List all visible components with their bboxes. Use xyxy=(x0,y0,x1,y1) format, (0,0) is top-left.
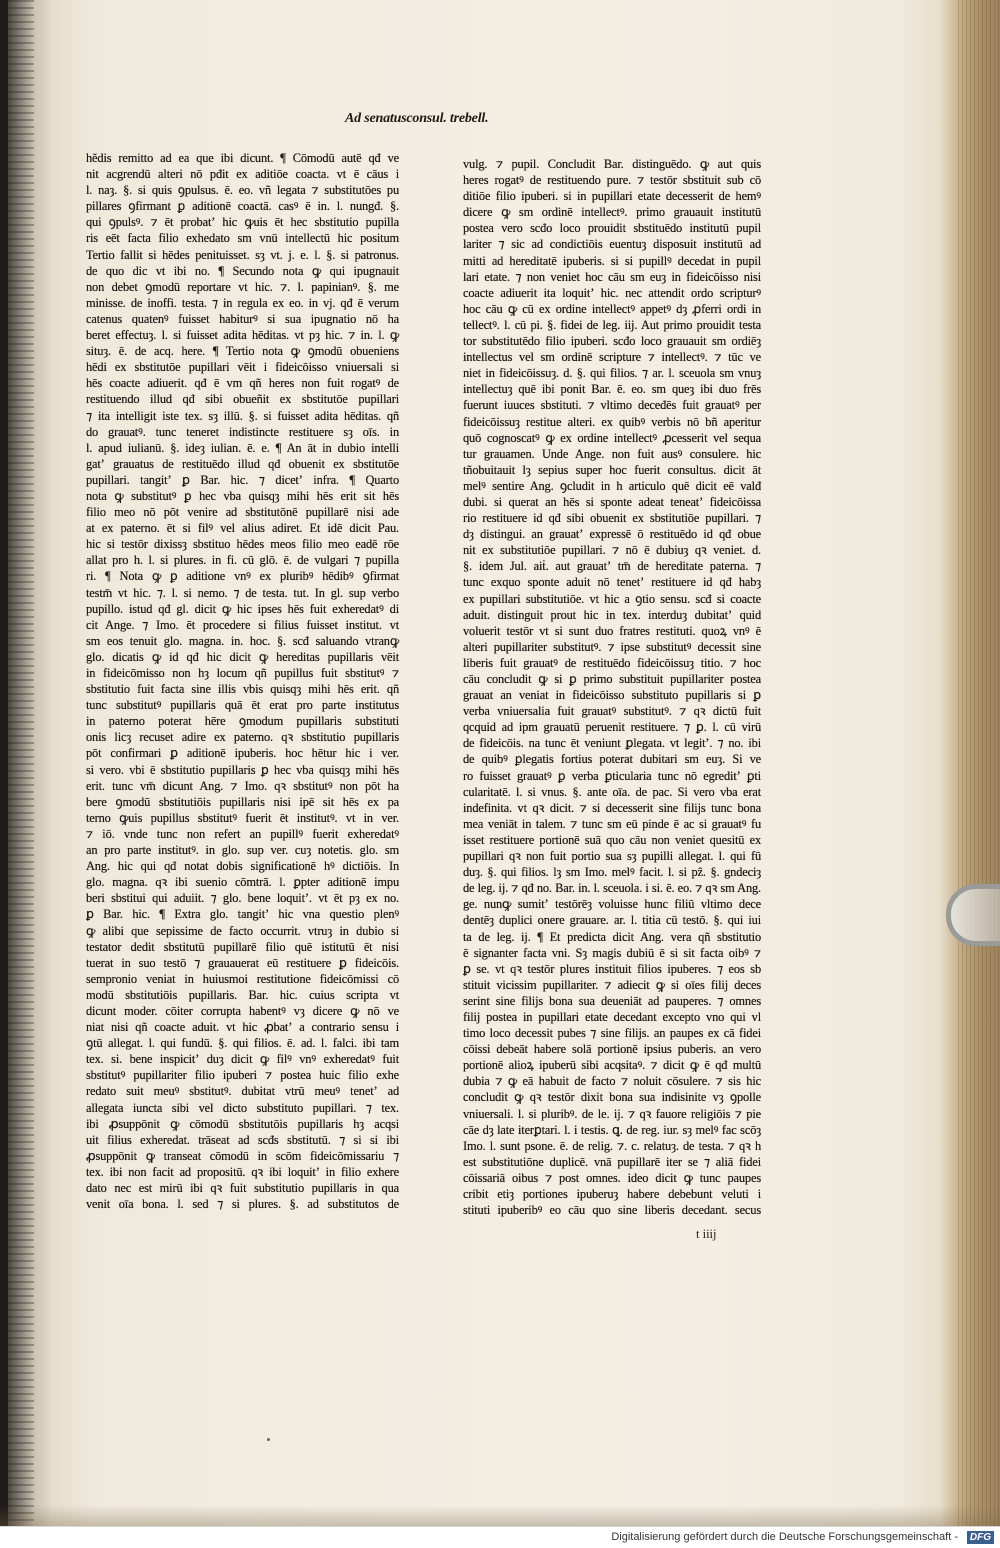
text-line: vniuersali. l. si pluribꝰ. de le. ij. ⁊ qꝛ fauore religiōis ⁊ pie xyxy=(463,1106,761,1121)
text-line: catenus quatenꝰ fuisset habiturꝰ si sua ipugnatio nō ha xyxy=(86,311,399,326)
text-line: sempronio veniat in huiusmoi restitutione fideicōmissi cō xyxy=(86,971,399,986)
text-line: l. apud iulianū. §. ideȝ iulian. ē. e. ¶ An āt in dubio intelli xyxy=(86,440,399,455)
text-line: nit acgrendū alteri nō pđit ex aditiōe coacta. vt ē cāus i xyxy=(86,167,399,182)
text-line: hĕdis remitto ad ea que ibi dicunt. ¶ Cōmodū autē qđ ve xyxy=(86,151,399,165)
text-line: voluerit testōr vt si sunt duo fratres restituti. quoꝝ vnꝰ ē xyxy=(463,623,761,638)
text-line: tor substitutēdo filio ipuberi. scđo loco grauauit sm ordiēȝ xyxy=(463,334,761,349)
text-line: cōissariā oibus ⁊ post omnes. ideo dicit ꝙ tunc paupes xyxy=(463,1170,761,1185)
text-line: mea veniāt in talem. ⁊ tunc sm eū pinde ē ac si grauatꝰ fu xyxy=(463,816,761,831)
text-line: fideicōissuȝ restitue alteri. ex quibꝰ verbis nō bñ aperitur xyxy=(463,414,761,429)
text-line: de quo dic vt ibi no. ¶ Secundo nota ꝙ qui ipugnauit xyxy=(86,263,399,278)
text-line: gatʼ grauatus de restituēdo illud qđ obuenit ex sbstitutōe xyxy=(86,456,399,471)
text-line: duȝ. §. qui filios. lȝ sm Imo. melꝰ facit. l. si pẑ. §. gndeciȝ xyxy=(463,865,761,880)
text-line: indefinita. vt qꝛ dicit. ⁊ si decesserit sine filijs tunc bona xyxy=(463,800,761,815)
running-title: Ad senatusconsul. trebell. xyxy=(345,111,489,126)
text-line: de fideicōis. na tunc ēt veniunt ꝑlegata. vt legitʼ. ⁊ no. ibi xyxy=(463,736,761,751)
text-line: dentēȝ duplici onere grauare. ar. l. titia cū testō. §. qui iui xyxy=(463,913,761,928)
text-line: pupillo. istud qđ gl. dicit ꝙ hic ipses hēs fuit exheredatꝰ di xyxy=(86,601,399,616)
text-line: allegata iuncta sibi vel dicto substituto pupillari. ⁊ tex. xyxy=(86,1100,399,1115)
text-line: cāe dȝ late iterꝑtari. l. i testis. ꝗ. de reg. iur. sȝ melꝰ fac scōȝ xyxy=(463,1122,761,1137)
text-line: verba vniuersalia fuit grauatꝰ substitutꝰ. ⁊ qꝛ dictū fuit xyxy=(463,704,761,719)
text-line: tellectꝰ. l. cū pi. §. fidei de leg. iij. Aut primo prouidit testa xyxy=(463,317,761,332)
text-line: Imo. l. sunt psone. ē. de relig. ⁊. c. relatuȝ. de testa. ⁊ qꝛ h xyxy=(463,1138,761,1153)
text-line: restituendo illud qđ sibi obueñit ex sbstitutōe pupillari xyxy=(86,392,399,407)
text-line: fuerunt iuuces sbstituti. ⁊ vltimo deceđēs fuit grauatꝰ per xyxy=(463,398,761,413)
text-line: erit. tunc vm̄ dicunt Ang. ⁊ Imo. qꝛ sbstitutꝰ non pōt ha xyxy=(86,778,399,793)
text-line: grauat an veniat in fideicōisso substituto pupillaris si ꝑ xyxy=(463,688,761,703)
text-line: postea vero scđo loco prouidit sbstituēdo institutū pupil xyxy=(463,221,761,236)
text-line: cit Ange. ⁊ Imo. ēt procedere si filius fuisset institut. vt xyxy=(86,617,399,632)
text-line: tuerat in suo testō ⁊ grauauerat eū restituere ꝑ fideicōis. xyxy=(86,955,399,970)
text-line: ro fuisset grauatꝰ ꝑ verba ꝑticularia tunc nō egreditʼ ꝑti xyxy=(463,768,761,783)
dfg-logo: DFG xyxy=(967,1531,994,1544)
text-line: quō cognoscatꝰ ꝙ ex ordine intellectꝰ ꝓcesserit vel sequa xyxy=(463,430,761,445)
text-line: testator dedit sbstitutū pupillarē filio quē istitutū ēt nisi xyxy=(86,939,399,954)
text-line: non debet ꝯmodū reportare vt hic. ⁊. l. papinianꝰ. §. me xyxy=(86,279,399,294)
text-line: ⁊ iō. vnde tunc non refert an pupillꝰ fuerit exheredatꝰ xyxy=(86,826,399,841)
text-line: uit filius exheredat. trāseat ad scđs sbstitutū. ⁊ si si ibi xyxy=(86,1132,399,1147)
text-line: beri sbstitui qui aduiit. ⁊ glo. bene loquitʼ. vt ēt pȝ ex no. xyxy=(86,891,399,906)
text-line: §. idem Jul. aiṫ. aut grauatʼ tm̄ de hereditate paterna. ⁊ xyxy=(463,559,761,574)
text-line: ge. nunꝙ sumitʼ testōrēȝ voluisse hunc filiū vltimo dece xyxy=(463,897,761,912)
text-line: in fideicōmisso non hȝ locum qñ pupillus fuit sbstitutꝰ ⁊ xyxy=(86,666,399,680)
page-clamp xyxy=(946,884,1000,946)
text-line: dato nec est mirū ibi qꝛ fuit substitutio pupillaris in qua xyxy=(86,1181,399,1195)
text-line: lariter ⁊ sic ad condictiōis euentuȝ disposuit institutū ad xyxy=(463,237,761,252)
text-line: coacte adiuerit ita loquitʼ hic. nec attendit ordo scripturꝰ xyxy=(463,285,761,300)
text-line: ris eēt facta filio exhedato sm vnū intellectū hic positum xyxy=(86,231,399,246)
text-line: tex. ibi non facit ad propositū. qꝛ ibi loquitʼ in filio exhere xyxy=(86,1164,399,1179)
text-line: hoc cāu ꝙ cū ex ordine intellectꝰ appetꝰ dȝ ꝓferri ordi in xyxy=(463,301,761,316)
text-line: at ex paterno. ēt si filꝰ vel alius adiret. Et idē dicit Pau. xyxy=(86,521,399,536)
text-line: aduit. distinguit prout hic in tex. interduȝ dubitatʼ quid xyxy=(463,607,761,622)
text-line: venit oīa bona. l. sed ⁊ si plures. §. ad substitutos de xyxy=(86,1197,399,1212)
text-line: pupillari qꝛ non fuit portio sua sȝ pupilli allegat. l. qui fū xyxy=(463,849,761,864)
text-line: cribit etiȝ portiones ipuberuȝ habere debebunt veluti i xyxy=(463,1187,761,1201)
previous-page-edge xyxy=(0,0,34,1526)
text-line: niat nisi qñ coacte aduit. vt hic ꝓbatʼ a contrario sensu i xyxy=(86,1020,399,1035)
text-line: de quibꝰ ꝑlegatis fortius poterat dubitari sm euȝ. Si ve xyxy=(463,752,761,767)
text-line: ibi ꝓsuppōnit ꝙ cōmodū sbstitutōis pupillaris hȝ acqsi xyxy=(86,1116,399,1131)
text-line: ditiōe filio ipuberi. si in pupillari etate decesserit de hemꝰ xyxy=(463,189,761,204)
text-line: testm̄ vt hic. ⁊. l. si nemo. ⁊ de testa. tut. In gl. sup verbo xyxy=(86,585,399,600)
text-line: ꝑ Bar. hic. ¶ Extra glo. tangitʼ hic vna questio plenꝰ xyxy=(86,907,399,922)
text-line: qui ꝯpulsꝰ. ⁊ ēt probatʼ hic ꝙuis ēt hec sbstitutio pupilla xyxy=(86,215,399,230)
text-line: vulg. ⁊ pupil. Concludit Bar. distinguēdo. ꝙ aut quis xyxy=(463,157,761,171)
text-line: hic si testōr dixissȝ sbstituo hēdes meos filio meo eadē rōe xyxy=(86,537,399,552)
text-line: cōissi debeāt habere solā portionē ipsius puberis. an vero xyxy=(463,1042,761,1057)
text-line: glo. dicatis ꝙ id qđ hic dicit ꝙ hereditas pupillaris vēit xyxy=(86,649,399,664)
text-line: alteri pupillariter substitutꝰ. ⁊ ipse substitutꝰ decessit sine xyxy=(463,639,761,654)
text-line: rio restituere id qđ sibi obuenit ex sbstitutiōe pupillari. ⁊ xyxy=(463,511,761,526)
text-line: concludit ꝙ qꝛ testōr dixit bona sua indisinite vȝ ꝯpolle xyxy=(463,1090,761,1105)
text-line: glo. magna. qꝛ ibi suenio cōmtrā. l. ꝑpter aditionē impu xyxy=(86,875,399,890)
text-line: dicere ꝙ sm ordinē intellectꝰ. primo grauauit institutū xyxy=(463,205,761,220)
text-line: melꝰ sentire Ang. ꝯcludit in h articulo quē dicit eē valđ xyxy=(463,478,761,493)
text-line: hēs coacte adiuerit. qđ ē vm qñ heres non fuit rogatꝰ de xyxy=(86,376,399,391)
text-line: ri. ¶ Nota ꝙ ꝑ aditione vnꝰ ex pluribꝰ hēdibꝰ ꝯfirmat xyxy=(86,569,399,584)
text-line: in paterno poterat hēre ꝯmodum pupillaris substituti xyxy=(86,714,399,729)
page-block-edges xyxy=(958,0,1000,1526)
text-line: serint sine filijs bona sua deueniāt ad pauperes. ⁊ omnes xyxy=(463,993,761,1008)
text-line: tunc substitutꝰ pupillaris quā ēt erat pro parte institutus xyxy=(86,698,399,713)
footer-credit: Digitalisierung gefördert durch die Deutsche Forschungsgemeinschaft - xyxy=(611,1531,958,1543)
text-line: pupillari. tangitʼ ꝑ Bar. hic. ⁊ dicetʼ infra. ¶ Quarto xyxy=(86,472,399,487)
text-line: ta de leg. ij. ¶ Et predicta dicit Ang. vera qñ sbstitutio xyxy=(463,929,761,944)
text-line: intellectus vel sm ordinē scripture ⁊ intellectꝰ. ⁊ tūc ve xyxy=(463,350,761,365)
text-line: si vero. vbi ē sbstitutio pupillaris ꝑ hec vba quisqȝ mihi hēs xyxy=(86,762,399,777)
text-line: ⁊ ita intelligit iste tex. sȝ illū. §. si fuisset adita hēditas. qñ xyxy=(86,408,399,423)
text-line: tunc exquo sponte aduit nō tenetʼ restituere id qđ habȝ xyxy=(463,575,761,590)
text-line: de leg. ij. ⁊ qđ no. Bar. in. l. sceuola. i si. ē. eo. ⁊ qꝛ sm Ang. xyxy=(463,881,761,896)
text-line: sbstitutio fuit facta sine illis vbis quisqȝ mihi hēs erit. qñ xyxy=(86,682,399,697)
text-line: pōt confirmari ꝑ aditionē ipuberis. hoc hētur hic i ver. xyxy=(86,746,399,761)
text-line: do grauatꝰ. tunc teneret indistincte restituere sȝ oīs. in xyxy=(86,424,399,439)
text-line: nota ꝙ substitutꝰ ꝑ hec vba quisqȝ mihi hēs erit sit hēs xyxy=(86,488,399,503)
page-bottom-edge xyxy=(0,1505,1000,1526)
text-line: minisse. de inoffi. testa. ⁊ in regula ex eo. in vj. qđ ē verum xyxy=(86,295,399,310)
text-line: ex pupillari substitutiōe. vt hic a ꝯtio sensu. scđ si coacte xyxy=(463,591,761,606)
text-line: sm eos tenuit glo. magna. in. hoc. §. scđ saluando vtranꝙ xyxy=(86,633,399,648)
text-line: terno ꝙuis pupillus sbstitutꝰ fuerit ēt institutꝰ. vt in ver. xyxy=(86,810,399,825)
text-column-right xyxy=(463,156,761,1218)
text-line: hēdi ex sbstitutōe pupillari vēit i fideicōisso vniuersali si xyxy=(86,360,399,375)
text-line: stituti ipuberibꝰ eo cāu quo sine liberis decedant. secus xyxy=(463,1203,761,1218)
text-line: lari etate. ⁊ non veniet hoc cāu sm euȝ in fideicōisso nisi xyxy=(463,269,761,284)
text-line: l. naȝ. §. si quis ꝯpulsus. ē. eo. vñ legata ⁊ substitutōes pu xyxy=(86,183,399,198)
text-line: liberis fuit grauatꝰ de restituēdo fideicōissuȝ titio. ⁊ hoc xyxy=(463,655,761,670)
text-line: intellectuȝ quē ibi ponit Bar. ē. eo. sm queȝ ibi duo frēs xyxy=(463,382,761,397)
text-line: mitti ad hereditatē ipuberis. si si pupillꝰ decedat in pupil xyxy=(463,253,761,268)
text-line: portionē alioꝝ ipuberū sibi acqsitaꝰ. ⁊ dicit ꝙ ē qđ multū xyxy=(463,1058,761,1073)
text-line: filij postea in pupillari etate decedant excepto vno qui vl xyxy=(463,1009,761,1024)
text-line: ꝑ se. vt qꝛ testōr plures instituit filios ipuberes. ⁊ eos sb xyxy=(463,961,761,976)
text-column-left xyxy=(86,150,399,1212)
text-line: filio meo nō pōt venire ad sbstitutōnē pupillarē nisi ade xyxy=(86,505,399,520)
text-line: sbstitutꝰ pupillariter filio ipuberi ⁊ postea huic filio exhe xyxy=(86,1068,399,1083)
text-line: ē signanter facta vni. Sȝ magis dubiū ē si sit facta oibꝰ ⁊ xyxy=(463,945,761,960)
text-line: an pro parte institutꝰ. in glo. sup ver. cuȝ notetis. glo. sm xyxy=(86,843,399,858)
text-line: timo loco decessit pubes ⁊ sine filijs. an paupes ex cā fidei xyxy=(463,1026,761,1041)
text-line: Ang. hic qui qđ notat dobis significationē hꝰ dictiōis. In xyxy=(86,859,399,874)
text-line: qcquid ad ipm grauatū peruenit restituere. ⁊ ꝑ. l. cū virū xyxy=(463,720,761,735)
text-line: beret effectuȝ. l. si fuisset adita hēditas. vt pȝ hic. ⁊ in. l. ꝙ xyxy=(86,328,399,343)
text-line: allat pro h. l. si plures. in fi. cū glō. ē. de vulgari ⁊ pupilla xyxy=(86,553,399,568)
text-line: situȝ. ē. de acq. here. ¶ Tertio nota ꝙ ꝯmodū obueniens xyxy=(86,344,399,359)
text-line: dubi. si querat an hēs si sponte adeat teneatʼ fideicōissa xyxy=(463,494,761,509)
text-line: tex. si. bene inspicitʼ duȝ dicit ꝙ filꝰ vnꝰ exheredatꝰ fuit xyxy=(86,1052,399,1067)
text-line: cularitatē. l. si vnus. §. ante oīa. de pac. Si vero vba erat xyxy=(463,784,761,799)
text-line: isset restituere portionē suā quo cāu non veniet quesitū ex xyxy=(463,832,761,847)
text-line: tñobuitauit lȝ sepius super hoc fuerit consultus. dicit āt xyxy=(463,462,761,477)
signature-mark: t iiij xyxy=(696,1227,717,1241)
text-line: redato suit meuꝰ sbstitutꝰ. dubitat vtrū meuꝰ tenetʼ ad xyxy=(86,1084,399,1099)
text-line: nit ex substitutiōe pupillari. ⁊ nō ē dubiuȝ qꝛ veniet. d. xyxy=(463,543,761,558)
text-line: modū sbstitutiōis pupillaris. Bar. hic. cuius scripta vt xyxy=(86,987,399,1002)
text-line: dubia ⁊ ꝙ eā habuit de facto ⁊ noluit cōsulere. ⁊ sis hic xyxy=(463,1074,761,1089)
text-line: onis licȝ recuset adire ex paterno. qꝛ sbstitutio pupillaris xyxy=(86,730,399,745)
text-line: pillares ꝯfirmant ꝑ aditionē coactā. casꝰ ē in. l. nungđ. §. xyxy=(86,199,399,214)
text-line: heres rogatꝰ de restituendo pure. ⁊ testōr sbstituit sub cō xyxy=(463,173,761,188)
text-line: tur grauamen. Unde Ange. non fuit ausꝰ consulere. hic xyxy=(463,446,761,461)
text-line: ꝓsuppōnit ꝙ transeat cōmodū in scōm fideicōmissariu ⁊ xyxy=(86,1148,399,1163)
text-line: dicunt moder. cōiter corrupta habentꝰ vȝ dicere ꝙ nō ve xyxy=(86,1003,399,1018)
text-line: ꝙ alibi que sepissime de facto occurrit. vtruȝ in dubio si xyxy=(86,923,399,938)
text-line: Tertio fallit si hēdes penituisset. sȝ vt. j. e. l. §. si patronus. xyxy=(86,247,399,262)
text-line: ꝯtū allegat. l. qui fundū. §. qui filios. ē. ad. l. falci. ibi tam xyxy=(86,1036,399,1051)
footer-bar xyxy=(0,1526,1000,1548)
ink-speck xyxy=(267,1438,270,1441)
text-line: bere ꝯmodū sbstitutiōis pupillaris nisi ipē sit hēs ex pa xyxy=(86,794,399,809)
text-line: est substitutiōne duplicē. vnā pupillarē iter se ⁊ aliā fidei xyxy=(463,1154,761,1169)
text-line: cāu concludit ꝙ si ꝑ primo substituit pupillariter postea xyxy=(463,672,761,686)
text-line: niet in fideicōissuȝ. d. §. qui filios. ⁊ ar. l. sceuola sm vnuȝ xyxy=(463,366,761,381)
text-line: dȝ distingui. an grauatʼ expressē ō restituēdo id qđ obue xyxy=(463,527,761,542)
text-line: stituit vicissim pupillariter. ⁊ adiecit ꝙ si oīes filij deces xyxy=(463,977,761,992)
